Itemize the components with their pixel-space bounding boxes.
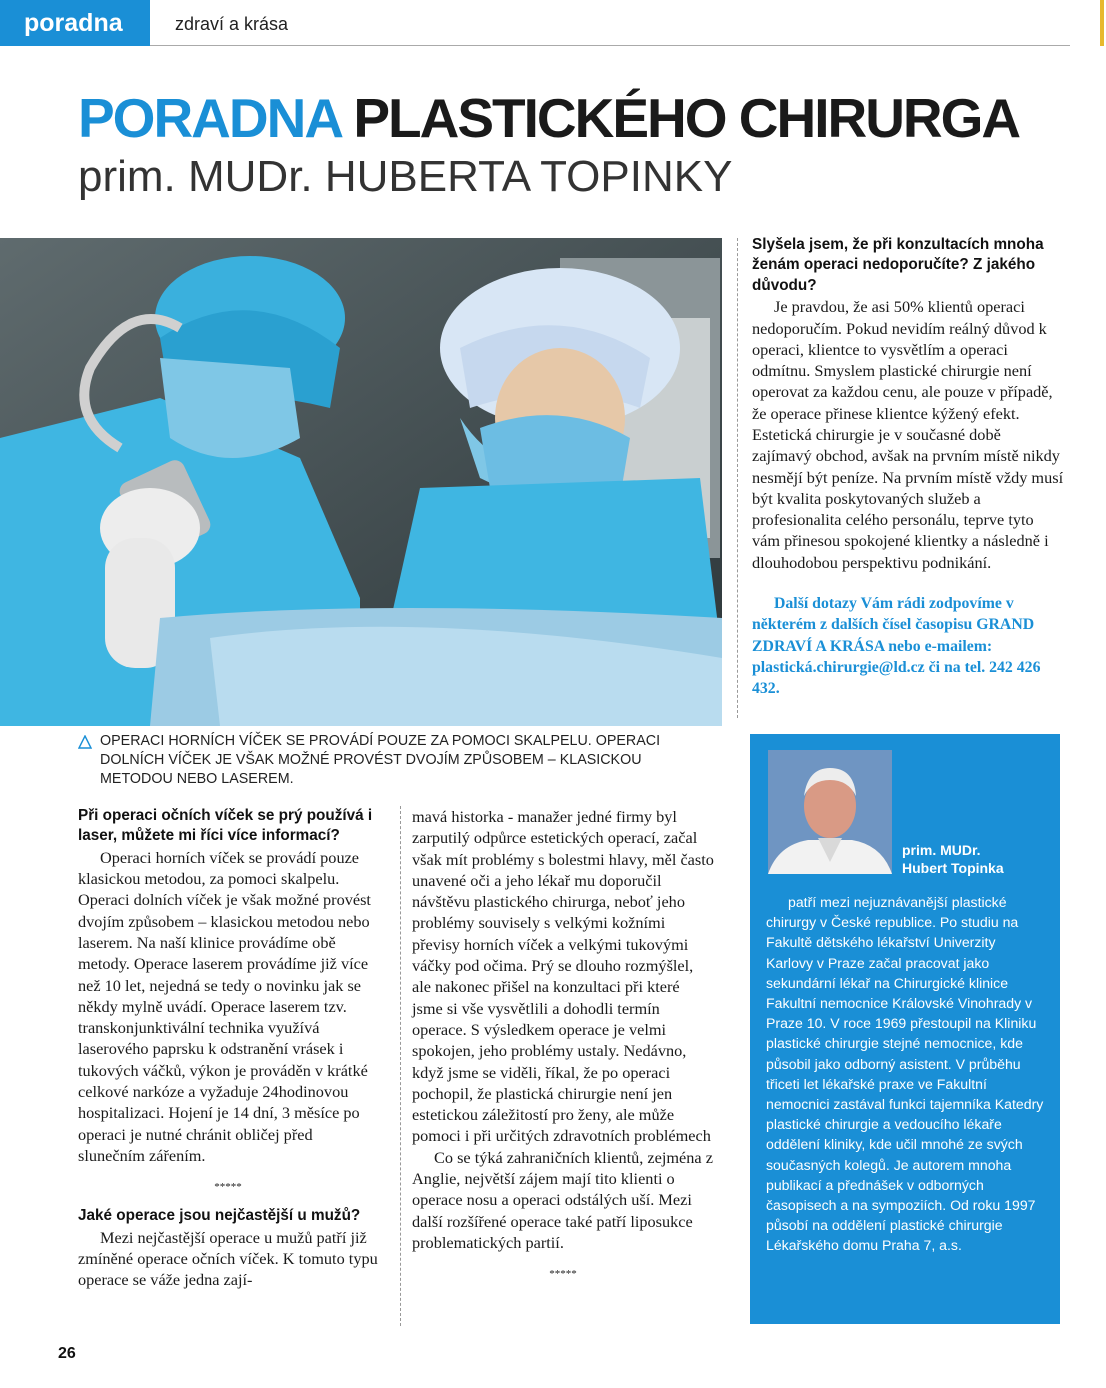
header-divider (150, 45, 1070, 46)
triangle-icon (78, 735, 92, 749)
separator-stars: ***** (549, 1268, 577, 1281)
column-2 (412, 806, 714, 1293)
doctor-portrait (768, 750, 892, 874)
answer-eyelids: Operaci horních víček se provádí pouze klasickou metodou, za pomoci skalpelu. Operaci dolních víček je však možné provést dvojím způsobem – klasickou metodou nebo laserem. Na naší klinice provádíme obě metody. Operace laserem provádíme již více než 10 let, nejedná se tedy o novinku jak se někdy mylně uvádí. Operace laserem tzv. transkonjunktivální technika využívá laserového paprsku k odstranění vrásek i tukových váčků, výkon je prováděn v krátké celkové narkóze a vyžaduje 24hodinovou hospitalizaci. Hojení je 14 dní, 3 měsíce po operaci je nutné chránit obličej před slunečním zářením. (78, 847, 371, 1165)
foreign-clients-paragraph: Co se týká zahraničních klientů, zejména z Anglie, největší zájem mají tito klienti o operace nosu a operaci odstálých uší. Mezi další rozšířené operace také patří liposukce problematických partií. (412, 1147, 713, 1252)
surgery-photo (0, 238, 722, 726)
column-divider (400, 806, 401, 1326)
photo-caption: OPERACI HORNÍCH VÍČEK SE PROVÁDÍ POUZE ZA POMOCI SKALPELU. OPERACI DOLNÍCH VÍČEK JE VŠAK MOŽNÉ PROVÉST DVOJÍM ZPŮSOBEM – KLASICKOU METODOU NEBO LASEREM. (100, 733, 661, 787)
answer-men: Mezi nejčastější operace u mužů patří již zmíněné operace očních víček. K tomuto typu operace se váže jedna zají- (78, 1227, 378, 1290)
doctor-portrait-image (768, 750, 892, 874)
story-paragraph: mavá historka - manažer jedné firmy byl zarputilý odpůrce estetických operací, začal však mít problémy s bolestmi hlavy, měl často unavené oči a jeho lékař mu doporučil návštěvu plastického chirurga, neboť jeho problémy souvisely s velkými kožními převisy horních víček a velkými tukovými váčky pod očima. Prý se dlouho rozmýšlel, ale nakonec přišel na konzultaci při které jsme si vše vysvětlili a dohodli termín operace. S výsledkem operace je velmi spokojen, jeho problémy ustaly. Nedávno, když jsme se viděli, říkal, že po operaci pochopil, že plastická chirurgie není jen estetickou záležitostí pro ženy, ale může pomoci i při určitých zdravotních problémech (412, 807, 714, 1146)
question-refusal: Slyšela jsem, že při konzultacích mnoha ženám operaci nedoporučíte? Z jakého důvodu? (752, 236, 1044, 294)
doctor-name-line2: Hubert Topinka (902, 860, 1004, 876)
contact-info: Další dotazy Vám rádi zodpovíme v některém z dalších čísel časopisu GRAND ZDRAVÍ A KRÁSA nebo e-mailem: plastická.chirurgie@ld.cz či na tel. 242 426 432. (752, 595, 1041, 698)
doctor-name (902, 841, 1052, 877)
page-title (78, 86, 1019, 150)
surgery-photo-image (0, 238, 722, 726)
column-divider (737, 238, 738, 718)
corner-mark (1100, 0, 1104, 46)
column-3 (752, 235, 1064, 700)
section-label: zdraví a krása (175, 14, 289, 34)
section-tag: poradna (0, 0, 150, 46)
page-subtitle: prim. MUDr. HUBERTA TOPINKY (78, 152, 733, 201)
column-1 (78, 806, 378, 1291)
answer-refusal: Je pravdou, že asi 50% klientů operaci nedoporučím. Pokud nevidím reálný důvod k operaci, klientce to vysvětlím a operaci odmítnu. Smyslem plastické chirurgie není operovat za každou cenu, ale pouze v případě, že operace přinese klientce kýžený efekt. Estetická chirurgie je v současné době zajímavý obchod, avšak na prvním místě nikdy nesmějí být peníze. Na prvním místě vždy musí být kvalita poskytovaných služeb a profesionalita celého personálu, teprve tyto vám přinesou spokojené klientky a následně i dlouhodobou perspektivu podnikání. (752, 297, 1064, 572)
doctor-bio: patří mezi nejuznávanější plastické chirurgy v České republice. Po studiu na Fakultě dětského lékařství Univerzity Karlovy v Praze začal pracovat jako sekundární lékař na Chirurgické klinice Fakultní nemocnice Královské Vinohrady v Praze 10. V roce 1969 přestoupil na Kliniku plastické chirurgie stejné nemocnice, kde působil jako odborný asistent. V průběhu třiceti let lékařské praxe ve Fakultní nemocnici zastával funkci tajemníka Katedry plastické chirurgie a vedoucího lékaře oddělení kliniky, kde učil mnohé ze svých současných kolegů. Je autorem mnoha publikací a přednášek v odborných časopisech a na sympoziích. Od roku 1997 působí na oddělení plastické chirurgie Lékařského domu Praha 7, a.s. (766, 894, 1044, 1254)
question-eyelids: Při operaci očních víček se prý používá i laser, můžete mi říci více informací? (78, 807, 373, 845)
question-men: Jaké operace jsou nejčastější u mužů? (78, 1207, 361, 1225)
title-rest: PLASTICKÉHO CHIRURGA (353, 87, 1020, 149)
doctor-name-line1: prim. MUDr. (902, 842, 981, 858)
title-highlight: PORADNA (78, 87, 341, 149)
page-number: 26 (58, 1345, 76, 1362)
separator-stars: ***** (214, 1181, 242, 1194)
